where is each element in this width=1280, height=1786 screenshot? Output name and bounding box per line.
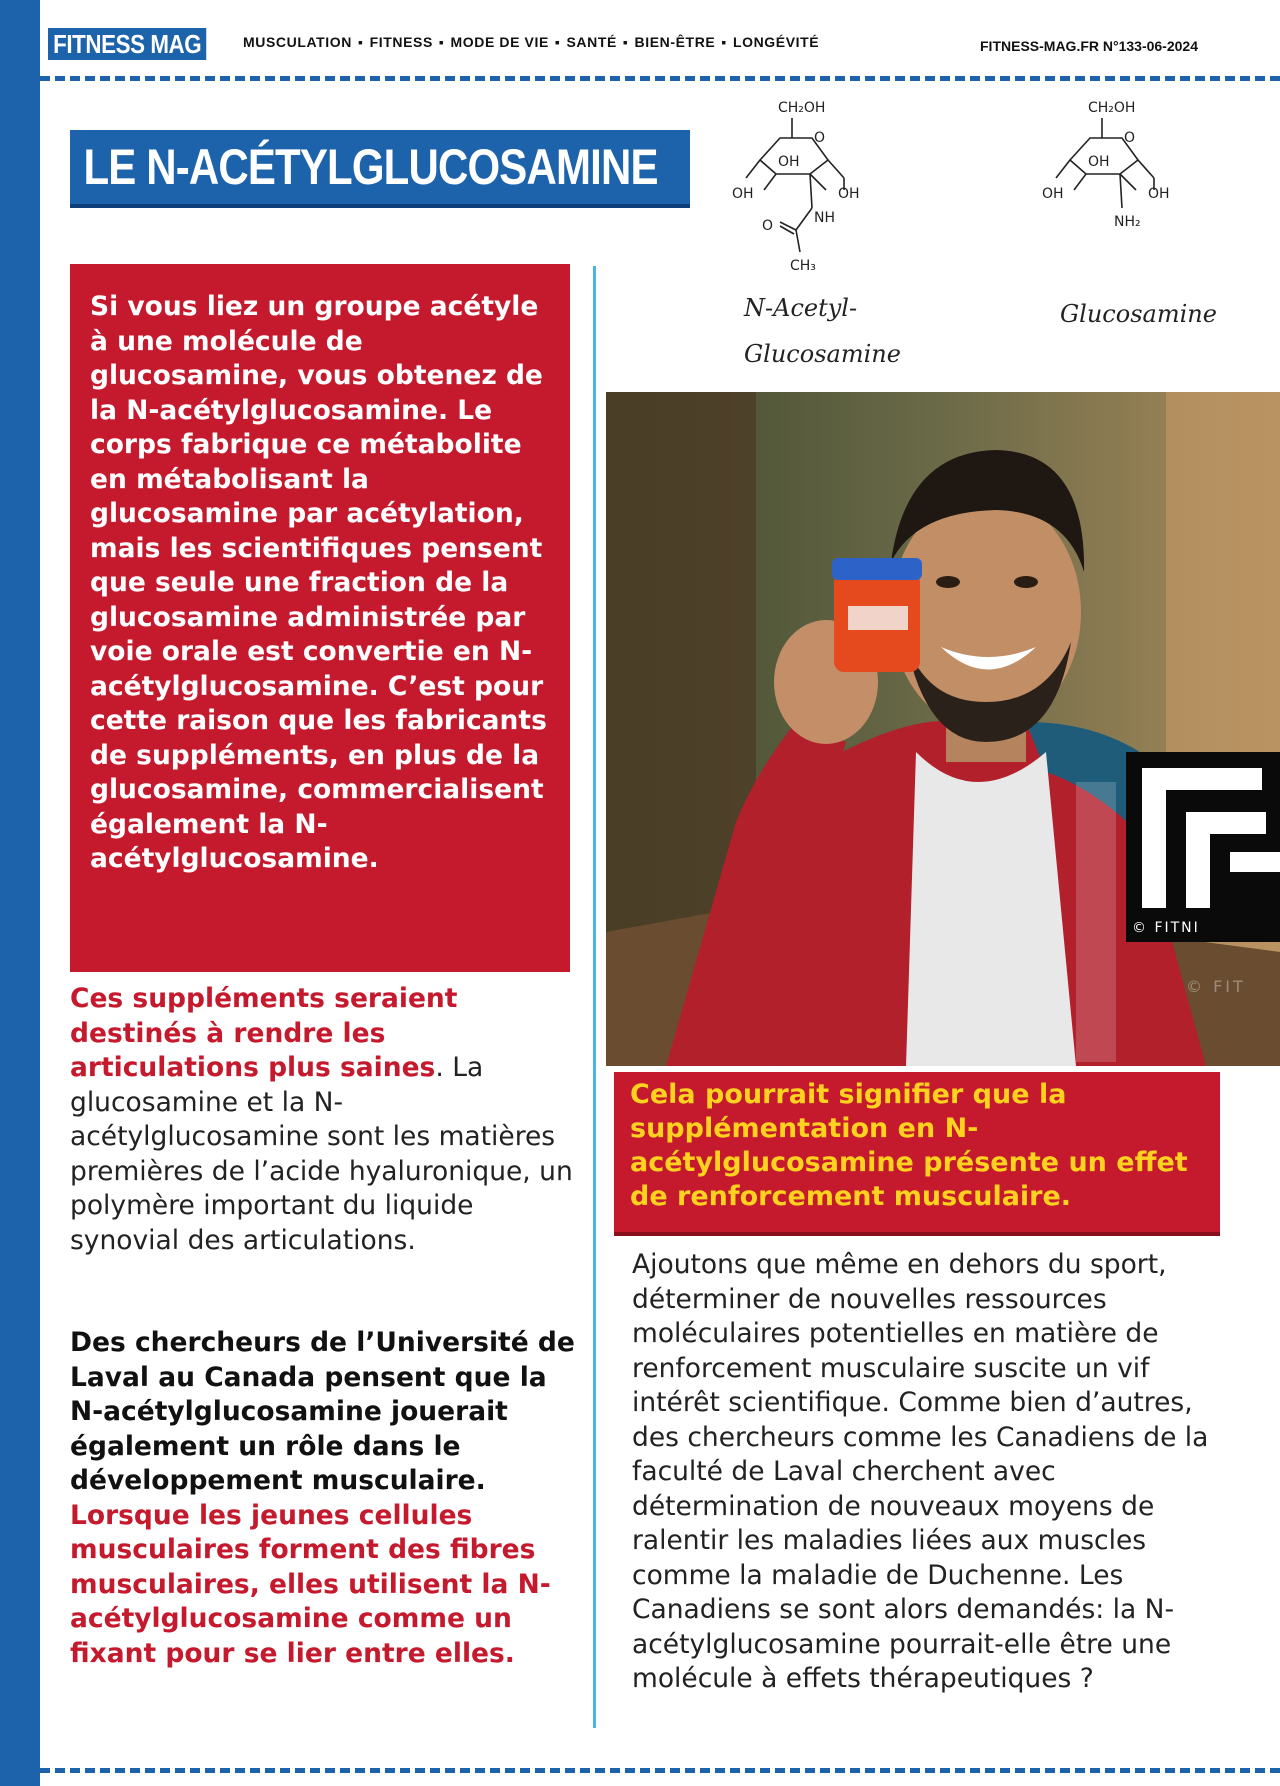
glc-ring-o-label: O [1124,130,1136,146]
fitness-mag-logo[interactable]: FITNESS MAG [48,28,206,60]
photo-watermark-text-faded: © FIT [1186,977,1246,996]
nav-separator: ▪ [438,34,445,50]
paragraph-joints-highlight: Ces suppléments seraient destinés à rendre les articulations plus saines [70,983,458,1083]
nag-nh-label: NH [814,210,835,226]
glc-oh-left-label: OH [1042,186,1064,202]
nav-item-musculation[interactable]: MUSCULATION [243,34,352,50]
paragraph-laval-red: Lorsque les jeunes cellules musculaires forment des fibres musculaires, elles utilisent la N-acétylglucosamine comme un fixant pour se lier entre elles. [70,1499,551,1669]
glc-oh-inner-label: OH [1088,154,1110,170]
glc-ch2oh-label: CH₂OH [1088,100,1136,116]
left-accent-bar [0,0,40,1786]
nav-item-fitness[interactable]: FITNESS [369,34,433,50]
nag-oh-right-label: OH [838,186,860,202]
intro-text: Si vous liez un groupe acétyle à une molécule de glucosamine, vous obtenez de la N-acétylglucosamine. Le corps fabrique ce métabolite en métabolisant la glucosamine par acétylation, mais les scientifiques pensent que seule une fraction de la glucosamine administrée par voie orale est convertie en N-acétylglucosamine. C’est pour cette raison que les fabricants de suppléments, en plus de la glucosamine, commercialisent également la N-acétylglucosamine. [90,291,547,874]
callout-box [614,1072,1220,1236]
nav-separator: ▪ [554,34,561,50]
intro-box [70,264,570,972]
molecule-diagrams [720,90,1240,390]
nav-item-bien-etre[interactable]: BIEN-ÊTRE [634,34,716,50]
nav-item-longevite[interactable]: LONGÉVITÉ [732,34,820,50]
nag-caption-line2: Glucosamine [744,340,901,368]
paragraph-joints-body: La glucosamine et la N-acétylglucosamine sont les matières premières de l’acide hyaluronique, un polymère important du liquide synovial des articulations. [70,1052,573,1256]
paragraph-therapeutic: Ajoutons que même en dehors du sport, déterminer de nouvelles ressources moléculaires potentielles en matière de renforcement musculaire suscite un vif intérêt scientifique. Comme bien d’autres, des chercheurs comme les Canadiens de la faculté de Laval cherchent avec détermination de nouveaux moyens de ralentir les maladies liées aux muscles comme la maladie de Duchenne. Les Canadiens se sont alors demandés: la N-acétylglucosamine pourrait-elle être une molécule à effets thérapeutiques ? [632,1249,1209,1694]
nav-item-sante[interactable]: SANTÉ [566,34,617,50]
nav-separator: ▪ [358,34,364,50]
glc-oh-right-label: OH [1148,186,1170,202]
nag-structure [746,118,844,252]
smiling-man-holding-supplement-image [606,392,1280,1066]
article-photo [606,392,1280,1066]
section-nav [243,34,819,50]
column-divider [593,266,596,1728]
nav-separator: ▪ [622,34,629,50]
top-dashed-divider [40,76,1280,81]
nav-separator: ▪ [721,34,727,50]
issue-info: FITNESS-MAG.FR N°133-06-2024 [980,38,1198,54]
paragraph-laval-bold: Des chercheurs de l’Université de Laval au Canada pensent que la N-acétylglucosamine jouerait également un rôle dans le développement musculaire. [70,1327,575,1496]
nag-carbonyl-o-label: O [762,218,774,234]
article-title: LE N-ACÉTYLGLUCOSAMINE [83,139,658,195]
nag-ring-o-label: O [814,130,826,146]
nag-oh-inner-label: OH [778,154,800,170]
glc-nh2-label: NH₂ [1114,214,1141,230]
paragraph-laval [70,1326,580,1671]
nag-ch3-label: CH₃ [790,258,816,274]
photo-watermark-text: © FITNI [1132,920,1200,936]
callout-text: Cela pourrait signifier que la supplémentation en N-acétylglucosamine présente un effet de renforcement musculaire. [630,1079,1188,1212]
paragraph-joints-dot: . [435,1052,444,1083]
nav-item-mode-de-vie[interactable]: MODE DE VIE [450,34,549,50]
nag-caption-line1: N-Acetyl- [744,294,858,322]
paragraph-joints [70,982,580,1258]
bottom-dashed-divider [40,1768,1280,1773]
glucosamine-caption: Glucosamine [1060,300,1217,328]
article-title-box [70,130,690,208]
nag-ch2oh-label: CH₂OH [778,100,826,116]
nag-oh-left-label: OH [732,186,754,202]
page-header [48,28,1248,62]
